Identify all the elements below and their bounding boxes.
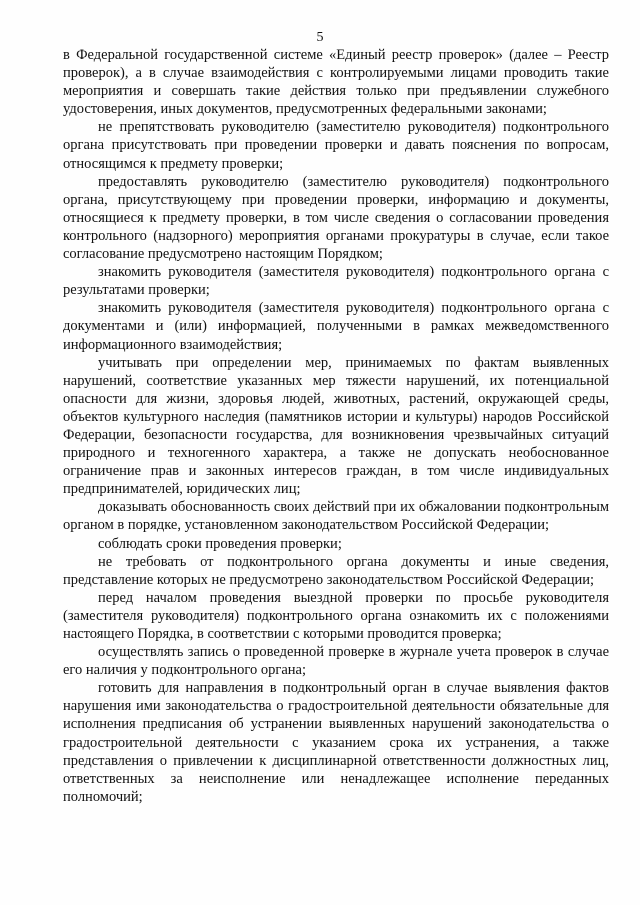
paragraph: осуществлять запись о проведенной проверке в журнале учета проверок в случае его наличия у подконтрольного органа; — [63, 644, 609, 679]
paragraph: перед началом проведения выездной проверки по просьбе руководителя (заместителя руководителя) подконтрольного органа ознакомить их с положениями настоящего Порядка, в соответствии с которыми проводится проверка; — [63, 589, 609, 642]
paragraph: знакомить руководителя (заместителя руководителя) подконтрольного органа с результатами проверки; — [63, 264, 609, 299]
paragraph: не требовать от подконтрольного органа документы и иные сведения, представление которых не предусмотрено законодательством Российской Федерации; — [63, 553, 609, 588]
paragraph: в Федеральной государственной системе «Единый реестр проверок» (далее – Реестр проверок), а в случае взаимодействия с контролируемыми лицами проводить такие мероприятия и совершать такие действия только при предъявлении служебного удостоверения, иных документов, предусмотренных федеральными законами; — [63, 47, 609, 118]
paragraph: доказывать обоснованность своих действий при их обжаловании подконтрольным органом в порядке, установленном законодательством Российской Федерации; — [63, 499, 609, 534]
page-number: 5 — [316, 30, 324, 45]
paragraph: учитывать при определении мер, принимаемых по фактам выявленных нарушений, соответствие указанных мер тяжести нарушений, их потенциальной опасности для жизни, здоровья людей, животных, растений, окружающей среды, объектов культурного наследия (памятников истории и культуры) народов Российской Федерации, безопасности государства, для возникновения чрезвычайных ситуаций природного и техногенного характера, а также не допускать необоснованное ограничение прав и законных интересов граждан, в том числе индивидуальных предпринимателей, юридических лиц; — [63, 354, 609, 498]
document-body — [63, 46, 609, 806]
paragraph: соблюдать сроки проведения проверки; — [98, 535, 342, 552]
paragraph: знакомить руководителя (заместителя руководителя) подконтрольного органа с документами и (или) информацией, полученными в рамках межведомственного информационного взаимодействия; — [63, 300, 609, 353]
paragraph: готовить для направления в подконтрольный орган в случае выявления фактов нарушения ими законодательства о градостроительной деятельности обязательные для исполнения предписания об устранении выявленных нарушений законодательства о градостроительной деятельности с указанием срока их устранения, а также представления о привлечении к дисциплинарной ответственности должностных лиц, ответственных за неисполнение или ненадлежащее исполнение переданных полномочий; — [63, 680, 609, 805]
paragraph: не препятствовать руководителю (заместителю руководителя) подконтрольного органа присутствовать при проведении проверки и давать пояснения по вопросам, относящимся к предмету проверки; — [63, 119, 609, 172]
paragraph: предоставлять руководителю (заместителю руководителя) подконтрольного органа, присутствующему при проведении проверки, информацию и документы, относящиеся к предмету проверки, в том числе сведения о согласовании проведения контрольного (надзорного) мероприятия органами прокуратуры в случае, если такое согласование предусмотрено настоящим Порядком; — [63, 173, 609, 263]
